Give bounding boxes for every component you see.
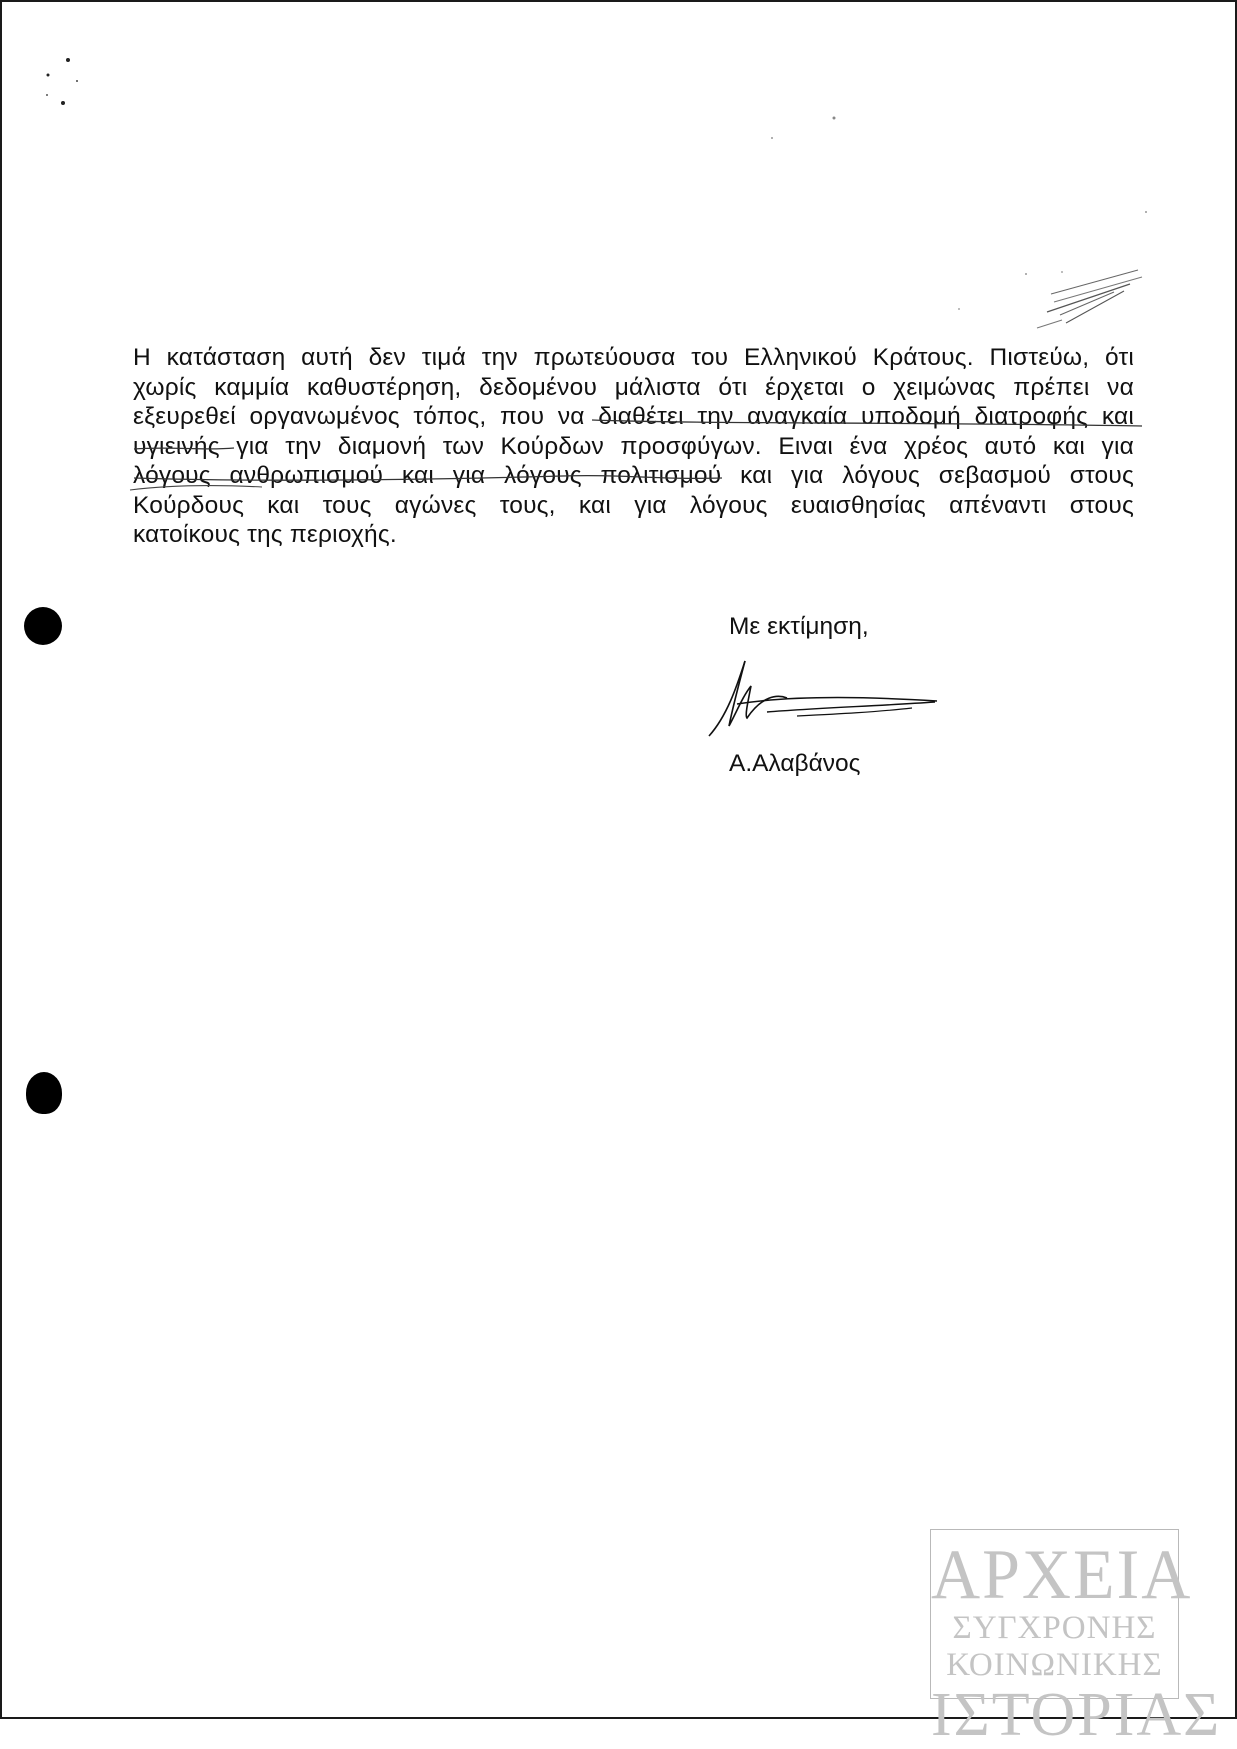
paragraph-line: χωρίς καμμία καθυστέρηση, δεδομένου μάλιστα ότι έρχεται ο χειμώνας πρέπει να xyxy=(133,373,1134,401)
closing-salutation: Με εκτίμηση, xyxy=(729,613,869,640)
stamp-line: ΚΟΙΝΩΝΙΚΗΣ xyxy=(946,1647,1163,1683)
paragraph-line: Η κατάσταση αυτή δεν τιμά την πρωτεύουσα του Ελληνικού Κράτους. Πιστεύω, ότι xyxy=(133,344,1134,371)
signer-name: Α.Αλαβάνος xyxy=(729,750,861,777)
paragraph-line: Κούρδους και τους αγώνες τους, και για λόγους ευαισθησίας απέναντι στους xyxy=(133,491,1134,519)
punch-hole-top xyxy=(24,607,62,645)
paragraph-line: εξευρεθεί οργανωμένος τόπος, που να διαθέτει την αναγκαία υποδομή διατροφής και xyxy=(133,403,1134,430)
stamp-line: ΙΣΤΟΡΙΑΣ xyxy=(931,1681,1222,1749)
paragraph-line: κατοίκους της περιοχής. xyxy=(133,521,397,548)
archive-stamp xyxy=(930,1529,1222,1749)
stamp-line: ΑΡΧΕΙΑ xyxy=(931,1534,1193,1614)
letter-paragraph xyxy=(133,343,1134,550)
scan-specks xyxy=(2,2,1237,402)
paragraph-line: υγιεινής για την διαμονή των Κούρδων προσφύγων. Ειναι ένα χρέος αυτό και για xyxy=(133,432,1134,460)
signature-image xyxy=(707,656,947,746)
punch-hole-bottom xyxy=(26,1072,62,1114)
stamp-line: ΣΥΓΧΡΟΝΗΣ xyxy=(952,1610,1157,1646)
paragraph-line: λόγους ανθρωπισμού και για λόγους πολιτισμού και για λόγους σεβασμού στους xyxy=(133,462,1134,489)
